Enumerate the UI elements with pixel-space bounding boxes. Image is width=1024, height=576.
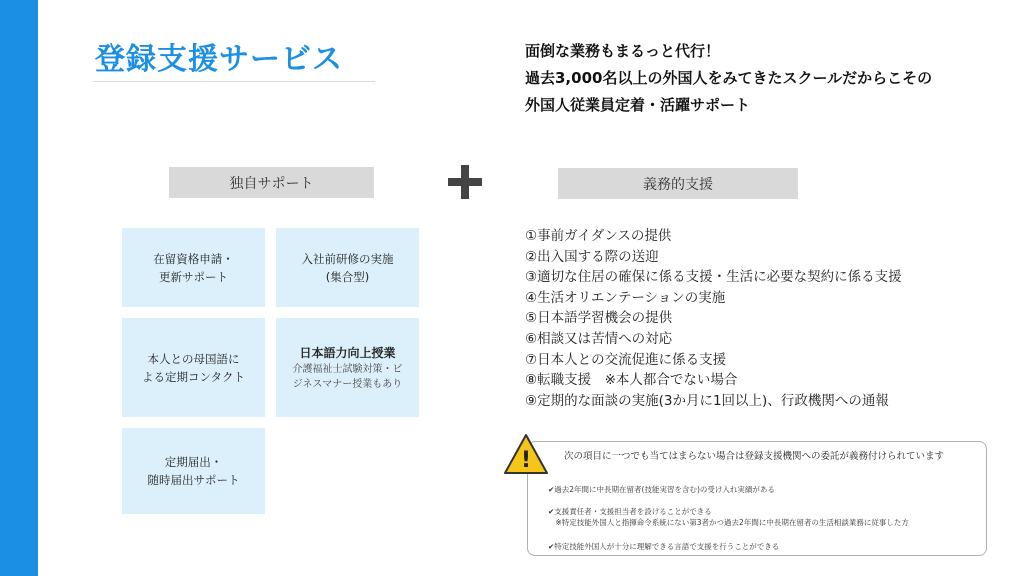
card-line: よる定期コンタクト	[141, 369, 246, 384]
card-line: 定期届出・	[164, 455, 223, 469]
card-line: 本人との母国語に	[147, 351, 240, 366]
card-pre-employment-training	[276, 228, 419, 307]
title-underline	[93, 81, 375, 82]
duty-item: ⑥相談又は苦情への対応	[525, 330, 673, 347]
plus-icon-vertical	[461, 165, 469, 199]
notice-heading: 次の項目に一つでも当てはまらない場合は登録支援機関への委託が義務付けられています	[564, 451, 945, 462]
notice-item-line: ✔過去2年間に中長期在留者(技能実習を含む)の受け入れ実績がある	[548, 485, 775, 494]
page-title: 登録支援サービス	[95, 42, 343, 77]
original-support-label: 独自サポート	[169, 167, 374, 198]
card-line: 随時届出サポート	[147, 473, 240, 487]
mandatory-duties-list	[525, 226, 902, 411]
duty-item: ⑧転職支援 ※本人都合でない場合	[525, 372, 738, 389]
card-native-language-contact	[122, 318, 265, 417]
warning-icon-mark: !	[520, 448, 532, 473]
left-accent-bar	[0, 0, 38, 576]
card-periodic-notification	[122, 428, 265, 514]
mandatory-support-label: 義務的支援	[558, 168, 798, 199]
card-visa-application	[122, 228, 265, 307]
card-sub-line: ジネスマナー授業もあり	[292, 378, 403, 390]
card-line: 在留資格申請・	[153, 251, 234, 266]
notice-item-line: ✔特定技能外国人が十分に理解できる言語で支援を行うことができる	[548, 542, 780, 551]
notice-item	[548, 506, 909, 528]
card-line: (集合型)	[325, 269, 370, 284]
plus-icon	[448, 165, 482, 199]
duty-item: ⑨定期的な面談の実施(3か月に1回以上)、行政機関への通報	[525, 392, 889, 409]
card-japanese-classes	[276, 318, 419, 417]
warning-icon	[503, 433, 549, 475]
headline-line-1: 面倒な業務もまるっと代行！	[525, 42, 721, 60]
duty-item: ②出入国する際の送迎	[525, 248, 659, 265]
headline	[525, 38, 932, 119]
card-sub-line: 介護福祉士試験対策・ビ	[292, 363, 403, 375]
duty-item: ④生活オリエンテーションの実施	[525, 289, 726, 306]
notice-item-note: ※特定技能外国人と指揮命令系統にない第3者かつ過去2年間に中長期在留者の生活相談業務に従事した方	[548, 518, 909, 527]
duty-item: ①事前ガイダンスの提供	[525, 228, 672, 244]
notice-item-line: ✔支援責任者・支援担当者を設けることができる	[548, 507, 712, 516]
duty-item: ⑦日本人との交流促進に係る支援	[525, 351, 727, 368]
notice-item	[548, 541, 779, 552]
conditions-notice-box	[527, 441, 987, 556]
headline-line-3: 外国人従業員定着・活躍サポート	[525, 96, 751, 114]
card-line: 入社前研修の実施	[301, 251, 394, 266]
duty-item: ③適切な住居の確保に係る支援・生活に必要な契約に係る支援	[525, 269, 902, 286]
notice-item	[548, 484, 775, 495]
duty-item: ⑤日本語学習機会の提供	[525, 310, 673, 327]
headline-line-2: 過去3,000名以上の外国人をみてきたスクールだからこその	[525, 69, 933, 87]
card-title: 日本語力向上授業	[299, 345, 396, 360]
card-line: 更新サポート	[159, 269, 228, 284]
